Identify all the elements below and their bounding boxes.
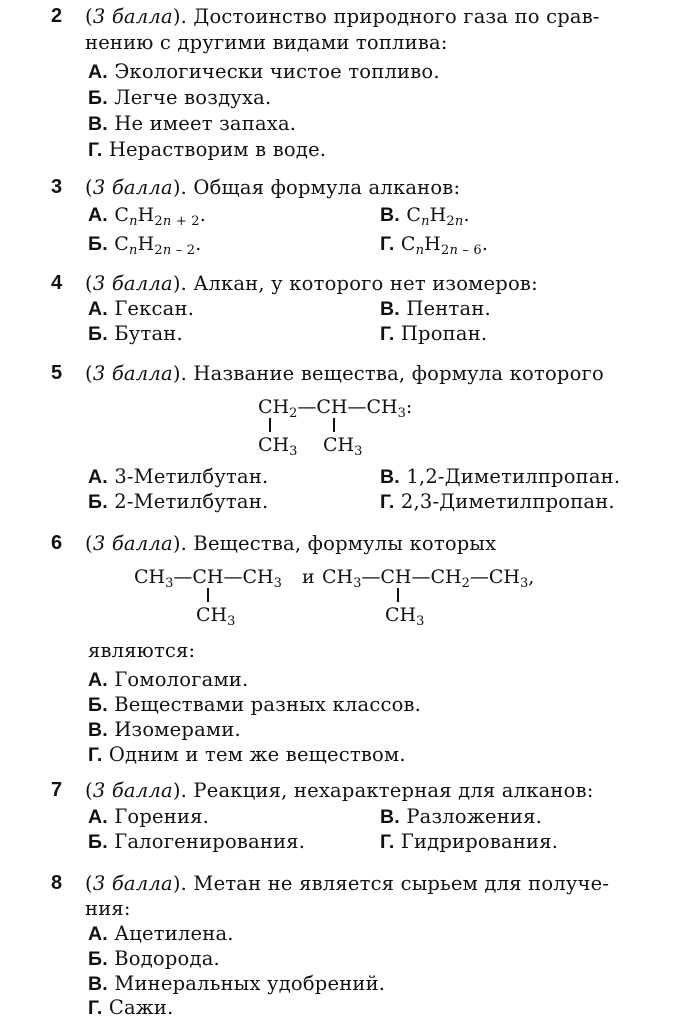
option	[380, 297, 491, 321]
option-letter: В.	[380, 806, 400, 828]
option	[88, 718, 241, 742]
option-letter: В.	[380, 466, 400, 488]
option	[88, 972, 385, 996]
option	[88, 138, 326, 162]
option-text: Водорода.	[114, 947, 220, 970]
question-stem: (3 балла). Вещества, формулы которых	[85, 532, 497, 555]
option-text: Изомерами.	[114, 718, 241, 741]
option	[88, 490, 268, 514]
option	[88, 830, 305, 854]
option-letter: А.	[88, 806, 108, 828]
question-number: 2	[51, 5, 63, 27]
question-number: 5	[51, 362, 63, 384]
formula-connector: и	[302, 566, 315, 588]
option-letter: Б.	[88, 87, 108, 109]
option-letter: Б.	[88, 233, 108, 255]
option-text: 2-Метилбутан.	[114, 490, 269, 513]
option-text: Гексан.	[114, 297, 195, 320]
option	[88, 465, 268, 489]
option	[88, 668, 248, 692]
option-letter: Б.	[88, 694, 108, 716]
option-text: Одним и тем же веществом.	[108, 743, 406, 766]
option-letter: А.	[88, 669, 108, 691]
option-text: Гомологами.	[114, 668, 249, 691]
option-formula: $C_nH_{2n - 2}$.	[114, 233, 202, 258]
option-text: Легче воздуха.	[114, 86, 272, 109]
option-letter: Г.	[88, 997, 103, 1019]
option-formula: $C_nH_{2n}$.	[406, 204, 470, 229]
option	[88, 947, 220, 971]
stem-text: ). Реакция, нехарактерная для алканов:	[172, 779, 594, 802]
option-text: 2,3-Диметилпропан.	[400, 490, 615, 513]
option-letter: В.	[380, 298, 400, 320]
option-formula: $C_nH_{2n + 2}$.	[114, 204, 206, 229]
option-letter: Б.	[88, 831, 108, 853]
option-text: Минеральных удобрений.	[114, 972, 386, 995]
option	[88, 805, 209, 829]
option-letter: Г.	[380, 323, 395, 345]
points: 3 балла	[92, 272, 173, 295]
formula-chain: $CH_3—CH—CH_3$	[134, 566, 282, 591]
option	[88, 112, 296, 136]
option	[380, 830, 558, 854]
question-number: 8	[51, 872, 63, 894]
formula-branch: $CH_3$	[385, 604, 425, 629]
option-text: Пропан.	[400, 322, 488, 345]
formula-branch: $CH_3$	[323, 434, 363, 459]
points: 3 балла	[92, 872, 173, 895]
bond-line	[269, 418, 271, 432]
question-tail: являются:	[88, 639, 196, 662]
points: 3 балла	[92, 532, 173, 555]
option-letter: А.	[88, 923, 108, 945]
option-text: Разложения.	[406, 805, 542, 828]
option-text: Горения.	[114, 805, 210, 828]
stem-line: ния:	[85, 897, 131, 920]
option-letter: В.	[88, 973, 108, 995]
stem-line: нению с другими видами топлива:	[85, 31, 448, 54]
question-stem: (3 балла). Достоинство природного газа по срав-	[85, 5, 600, 28]
option-letter: Г.	[380, 233, 395, 255]
option-letter: В.	[380, 204, 400, 226]
option	[88, 232, 202, 256]
option-letter: А.	[88, 466, 108, 488]
stem-text: ). Вещества, формулы которых	[172, 532, 497, 555]
question-stem: (3 балла). Алкан, у которого нет изомеров:	[85, 272, 538, 295]
option-letter: Г.	[380, 491, 395, 513]
option-text: Гидрирования.	[400, 830, 559, 853]
option-formula: $C_nH_{2n - 6}$.	[400, 233, 489, 258]
option	[380, 805, 542, 829]
option-text: Экологически чистое топливо.	[114, 60, 440, 83]
formula-chain: $CH_3—CH—CH_2—CH_3$,	[322, 566, 535, 591]
option-letter: В.	[88, 113, 108, 135]
option-text: 3-Метилбутан.	[114, 465, 269, 488]
option	[380, 490, 615, 514]
bond-line	[333, 418, 335, 432]
option-text: Галогенирования.	[114, 830, 306, 853]
option-text: Нерастворим в воде.	[108, 138, 327, 161]
option	[380, 203, 470, 227]
option-letter: Б.	[88, 323, 108, 345]
option-letter: А.	[88, 204, 108, 226]
option	[88, 693, 421, 717]
formula-branch: $CH_3$	[196, 604, 236, 629]
option-letter: Г.	[88, 139, 103, 161]
points: 3 балла	[92, 176, 173, 199]
stem-text: ). Название вещества, формула которого	[172, 362, 604, 385]
formula-chain: $CH_2—CH—CH_3$:	[258, 396, 413, 421]
option-letter: А.	[88, 298, 108, 320]
points: 3 балла	[92, 362, 173, 385]
option-text: Бутан.	[114, 322, 183, 345]
stem-text: ). Общая формула алканов:	[172, 176, 461, 199]
formula-branch: $CH_3$	[258, 434, 298, 459]
bond-line	[397, 588, 399, 602]
option-letter: А.	[88, 61, 108, 83]
question-number: 6	[51, 532, 63, 554]
option-text: Сажи.	[108, 996, 174, 1019]
stem-text: ). Достоинство природного газа по срав-	[172, 5, 600, 28]
question-stem: (3 балла). Реакция, нехарактерная для алканов:	[85, 779, 594, 802]
option-text: Веществами разных классов.	[114, 693, 422, 716]
question-stem: (3 балла). Название вещества, формула которого	[85, 362, 604, 385]
points: 3 балла	[92, 779, 173, 802]
option	[88, 60, 440, 84]
stem-text: ). Метан не является сырьем для получе-	[172, 872, 610, 895]
option	[88, 996, 174, 1020]
option-letter: В.	[88, 719, 108, 741]
option	[88, 203, 206, 227]
option-letter: Б.	[88, 948, 108, 970]
option-letter: Б.	[88, 491, 108, 513]
option	[88, 322, 183, 346]
option	[88, 86, 271, 110]
bond-line	[207, 588, 209, 602]
option-text: Не имеет запаха.	[114, 112, 297, 135]
option	[380, 322, 487, 346]
option	[88, 743, 406, 767]
option	[88, 922, 234, 946]
question-stem: (3 балла). Общая формула алканов:	[85, 176, 461, 199]
stem-text: ). Алкан, у которого нет изомеров:	[172, 272, 538, 295]
option	[380, 465, 620, 489]
points: 3 балла	[92, 5, 173, 28]
option-text: 1,2-Диметилпропан.	[406, 465, 621, 488]
question-number: 7	[51, 779, 63, 801]
option	[380, 232, 488, 256]
question-number: 4	[51, 272, 63, 294]
question-number: 3	[51, 176, 63, 198]
question-stem: (3 балла). Метан не является сырьем для получе-	[85, 872, 610, 895]
option-text: Ацетилена.	[114, 922, 234, 945]
option-letter: Г.	[88, 744, 103, 766]
option-text: Пентан.	[406, 297, 491, 320]
option	[88, 297, 194, 321]
option-letter: Г.	[380, 831, 395, 853]
